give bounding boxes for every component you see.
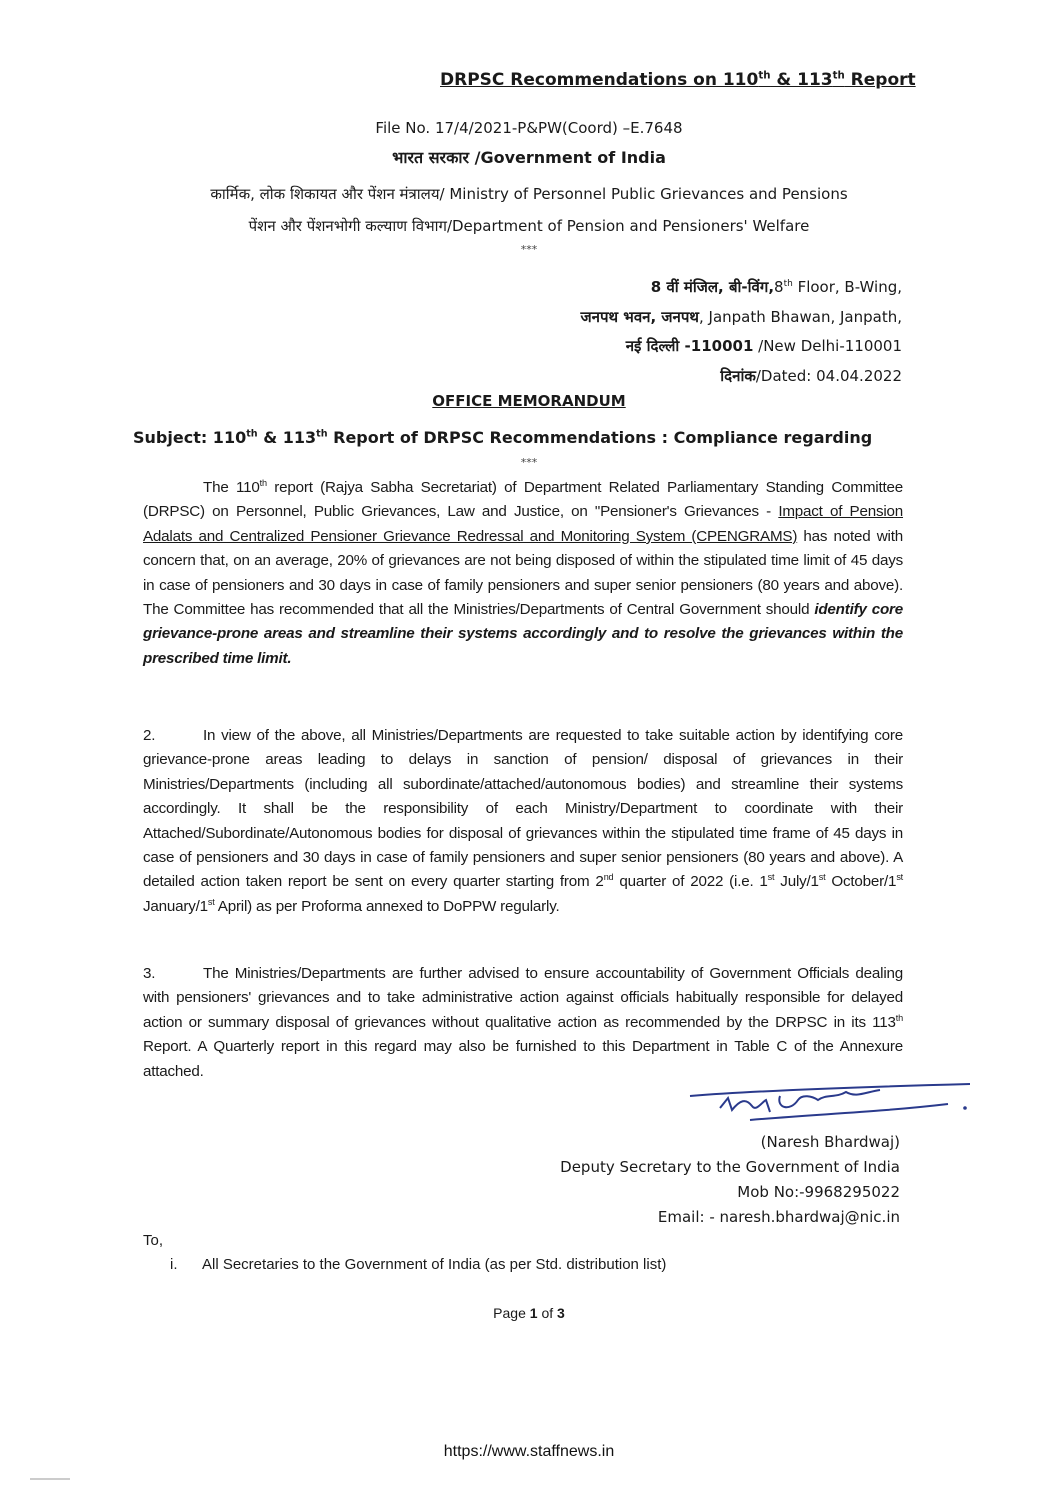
distribution-item: i. All Secretaries to the Government of India (as per Std. distribution list) bbox=[170, 1256, 667, 1273]
separator-stars: *** bbox=[520, 243, 538, 256]
signature-icon bbox=[680, 1078, 980, 1126]
department-name: पेंशन और पेंशनभोगी कल्याण विभाग/Department of Pension and Pensioners' Welfare bbox=[248, 217, 810, 235]
footer-watermark-link[interactable]: https://www.staffnews.in bbox=[443, 1443, 615, 1460]
scan-artifact bbox=[30, 1478, 70, 1480]
emphasized-recommendation: identify core grievance-prone areas and streamline their systems accordingly and to resolve the grievances within the prescribed time limit. bbox=[143, 601, 904, 667]
underlined-report-title: Impact of Pension Adalats and Centralized Pensioner Grievance Redressal and Monitoring System (CPENGRAMS) bbox=[143, 503, 904, 545]
signatory-designation: Deputy Secretary to the Government of India bbox=[560, 1158, 900, 1176]
paragraph-3: 3. The Ministries/Departments are further advised to ensure accountability of Government Officials dealing with pensioners' grievances and to take administrative action against officials habitually responsible for delayed action or summary disposal of grievances without qualitative action as recommended by the DRPSC in its 113th Report. A Quarterly report in this regard may also be furnished to this Department in Table C of the Annexure attached. bbox=[143, 962, 903, 1084]
paragraph-1: The 110th report (Rajya Sabha Secretariat) of Department Related Parliamentary Standing Committee (DRPSC) on Personnel, Public Grievances, Law and Justice, on "Pensioner's Grievances - Impact of Pension Adalats and Centralized Pensioner Grievance Redressal and Monitoring System (CPENGRAMS) has noted with concern that, on an average, 20% of grievances are not being disposed of within the stipulated time limit of 45 days in case of pensioners and 30 days in case of family pensioners and super senior pensioners (80 years and above). The Committee has recommended that all the Ministries/Departments of Central Government should identify core grievance-prone areas and streamline their systems accordingly and to resolve the grievances within the prescribed time limit. bbox=[143, 477, 904, 667]
ministry-name: कार्मिक, लोक शिकायत और पेंशन मंत्रालय/ Ministry of Personnel Public Grievances and Pensions bbox=[210, 185, 848, 203]
paragraph-2: 2. In view of the above, all Ministries/Departments are requested to take suitable action by identifying core grievance-prone areas leading to delays in sanction of pension/ disposal of grievances in their Ministries/Departments (including all subordinate/attached/autonomous bodies) and streamline their systems accordingly. It shall be the responsibility of each Ministry/Department to coordinate with their Attached/Subordinate/Autonomous bodies for disposal of grievances within the stipulated time frame of 45 days in case of pensioners and 30 days in case of family pensioners and super senior pensioners (80 years and above). A detailed action taken report be sent on every quarter starting from 2nd quarter of 2022 (i.e. 1st July/1st October/1st January/1st April) as per Proforma annexed to DoPPW regularly. bbox=[143, 724, 903, 919]
handwritten-signature bbox=[680, 1078, 980, 1118]
document-date: दिनांक/Dated: 04.04.2022 bbox=[720, 367, 902, 385]
paragraph-number: 3. bbox=[143, 965, 156, 982]
signatory-name: (Naresh Bhardwaj) bbox=[760, 1133, 900, 1151]
government-name: भारत सरकार /Government of India bbox=[392, 148, 666, 167]
page-number: Page 1 of 3 bbox=[493, 1305, 565, 1321]
signatory-mobile: Mob No:-9968295022 bbox=[737, 1183, 900, 1201]
address-line-city: नई दिल्ली -110001 /New Delhi-110001 bbox=[625, 337, 902, 355]
document-title: DRPSC Recommendations on 110th & 113th Report bbox=[440, 70, 916, 90]
paragraph-number: 2. bbox=[143, 727, 156, 744]
distribution-heading: To, bbox=[143, 1232, 164, 1249]
memo-subject: Subject: 110th & 113th Report of DRPSC Recommendations : Compliance regarding bbox=[133, 428, 873, 447]
address-line-building: जनपथ भवन, जनपथ, Janpath Bhawan, Janpath, bbox=[580, 308, 902, 326]
list-marker: i. bbox=[170, 1256, 178, 1273]
address-line-floor: 8 वीं मंजिल, बी-विंग,8th Floor, B-Wing, bbox=[650, 278, 902, 296]
file-number: File No. 17/4/2021-P&PW(Coord) –E.7648 bbox=[375, 119, 683, 137]
memo-heading: OFFICE MEMORANDUM bbox=[432, 392, 626, 410]
separator-stars: *** bbox=[520, 456, 538, 469]
signatory-block bbox=[560, 1130, 900, 1230]
signatory-email: Email: - naresh.bhardwaj@nic.in bbox=[657, 1208, 900, 1226]
